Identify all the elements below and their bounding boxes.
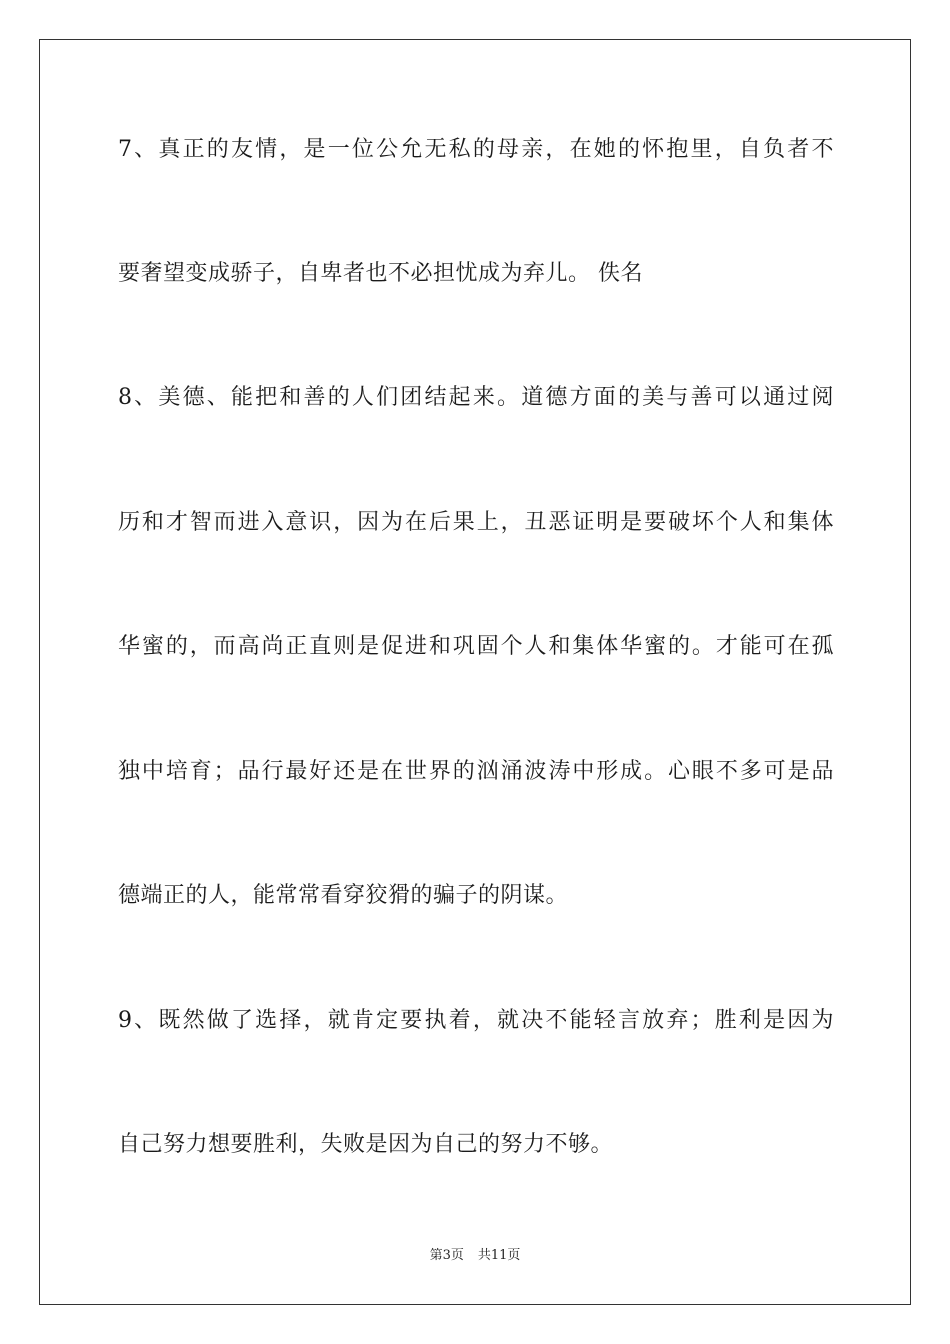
page-footer — [0, 1247, 950, 1265]
paragraph-7-line-1: 7、真正的友情，是一位公允无私的母亲，在她的怀抱里，自负者不 — [118, 137, 834, 162]
page-number: 第3页 — [429, 1248, 464, 1263]
paragraph-8-line-5: 德端正的人，能常常看穿狡猾的骗子的阴谋。 — [118, 883, 569, 908]
paragraph-9-line-1: 9、既然做了选择，就肯定要执着，就决不能轻言放弃；胜利是因为 — [118, 1008, 834, 1033]
paragraph-9-line-2: 自己努力想要胜利，失败是因为自己的努力不够。 — [118, 1132, 614, 1157]
page-total: 共11页 — [477, 1248, 521, 1263]
paragraph-8-line-2: 历和才智而进入意识，因为在后果上，丑恶证明是要破坏个人和集体 — [118, 510, 834, 535]
paragraph-8-line-3: 华蜜的，而高尚正直则是促进和巩固个人和集体华蜜的。才能可在孤 — [118, 634, 834, 659]
paragraph-8-line-4: 独中培育；品行最好还是在世界的汹涌波涛中形成。心眼不多可是品 — [118, 759, 834, 784]
paragraph-8-line-1: 8、美德、能把和善的人们团结起来。道德方面的美与善可以通过阅 — [118, 385, 834, 410]
paragraph-7-line-2: 要奢望变成骄子，自卑者也不必担忧成为弃儿。 佚名 — [118, 261, 643, 286]
page-border — [39, 39, 911, 1305]
